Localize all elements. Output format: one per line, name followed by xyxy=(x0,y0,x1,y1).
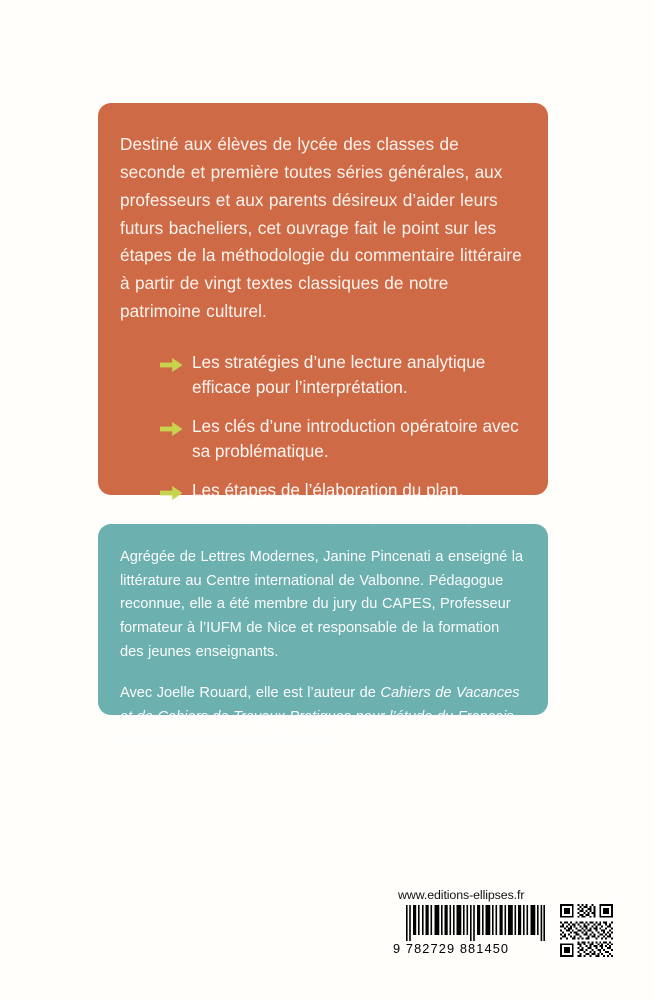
list-item-label: Les clés d’une introduction opératoire avec sa problématique. xyxy=(192,415,519,462)
arrow-right-icon xyxy=(160,355,183,371)
synopsis-panel xyxy=(98,103,548,500)
list-item xyxy=(160,414,526,465)
author-bio-paragraph: Agrégée de Lettres Modernes, Janine Pincenati a enseigné la littérature au Centre international de Valbonne. Pédagogue reconnue, elle a été membre du jury du CAPES, Professeur formateur à l’IUFM de Nice et responsable de la formation des jeunes enseignants. xyxy=(120,549,524,660)
ean13-barcode xyxy=(393,905,545,960)
qr-code-graphic xyxy=(558,902,615,959)
works-outro-text: au collège aux éditions Chambon. xyxy=(120,732,342,749)
barcode-bars xyxy=(406,905,545,941)
barcode-digits: 9 782729 881450 xyxy=(393,941,510,956)
publisher-url[interactable]: www.editions-ellipses.fr xyxy=(398,888,525,902)
list-item xyxy=(160,350,526,401)
list-item-label: Les stratégies d’une lecture analytique efficace pour l’interprétation. xyxy=(192,352,486,398)
synopsis-intro-paragraph: Destiné aux élèves de lycée des classes de seconde et première toutes séries générales, aux professeurs et aux parents désireux d’aider leurs futurs bacheliers, cet ouvrage fait le point sur les étapes de la méthodologie du commentaire littéraire à partir de vingt textes classiques de notre patrimoine culturel. xyxy=(120,134,522,322)
arrow-right-icon xyxy=(160,419,183,435)
author-works-paragraph xyxy=(120,682,526,753)
feature-bullet-list xyxy=(120,350,526,542)
list-item-label: Les étapes de l’élaboration du plan. xyxy=(192,479,464,500)
works-title-text: Cahiers de Vacances et de Cahiers de Travaux Pratiques pour l’étude du Français xyxy=(120,685,520,725)
qr-code[interactable] xyxy=(558,902,615,959)
footer-block xyxy=(393,888,615,960)
author-bio-panel xyxy=(98,524,548,749)
works-intro-text: Avec Joelle Rouard, elle est l’auteur de xyxy=(120,685,381,702)
list-item xyxy=(160,478,526,503)
arrow-right-icon xyxy=(160,483,183,499)
